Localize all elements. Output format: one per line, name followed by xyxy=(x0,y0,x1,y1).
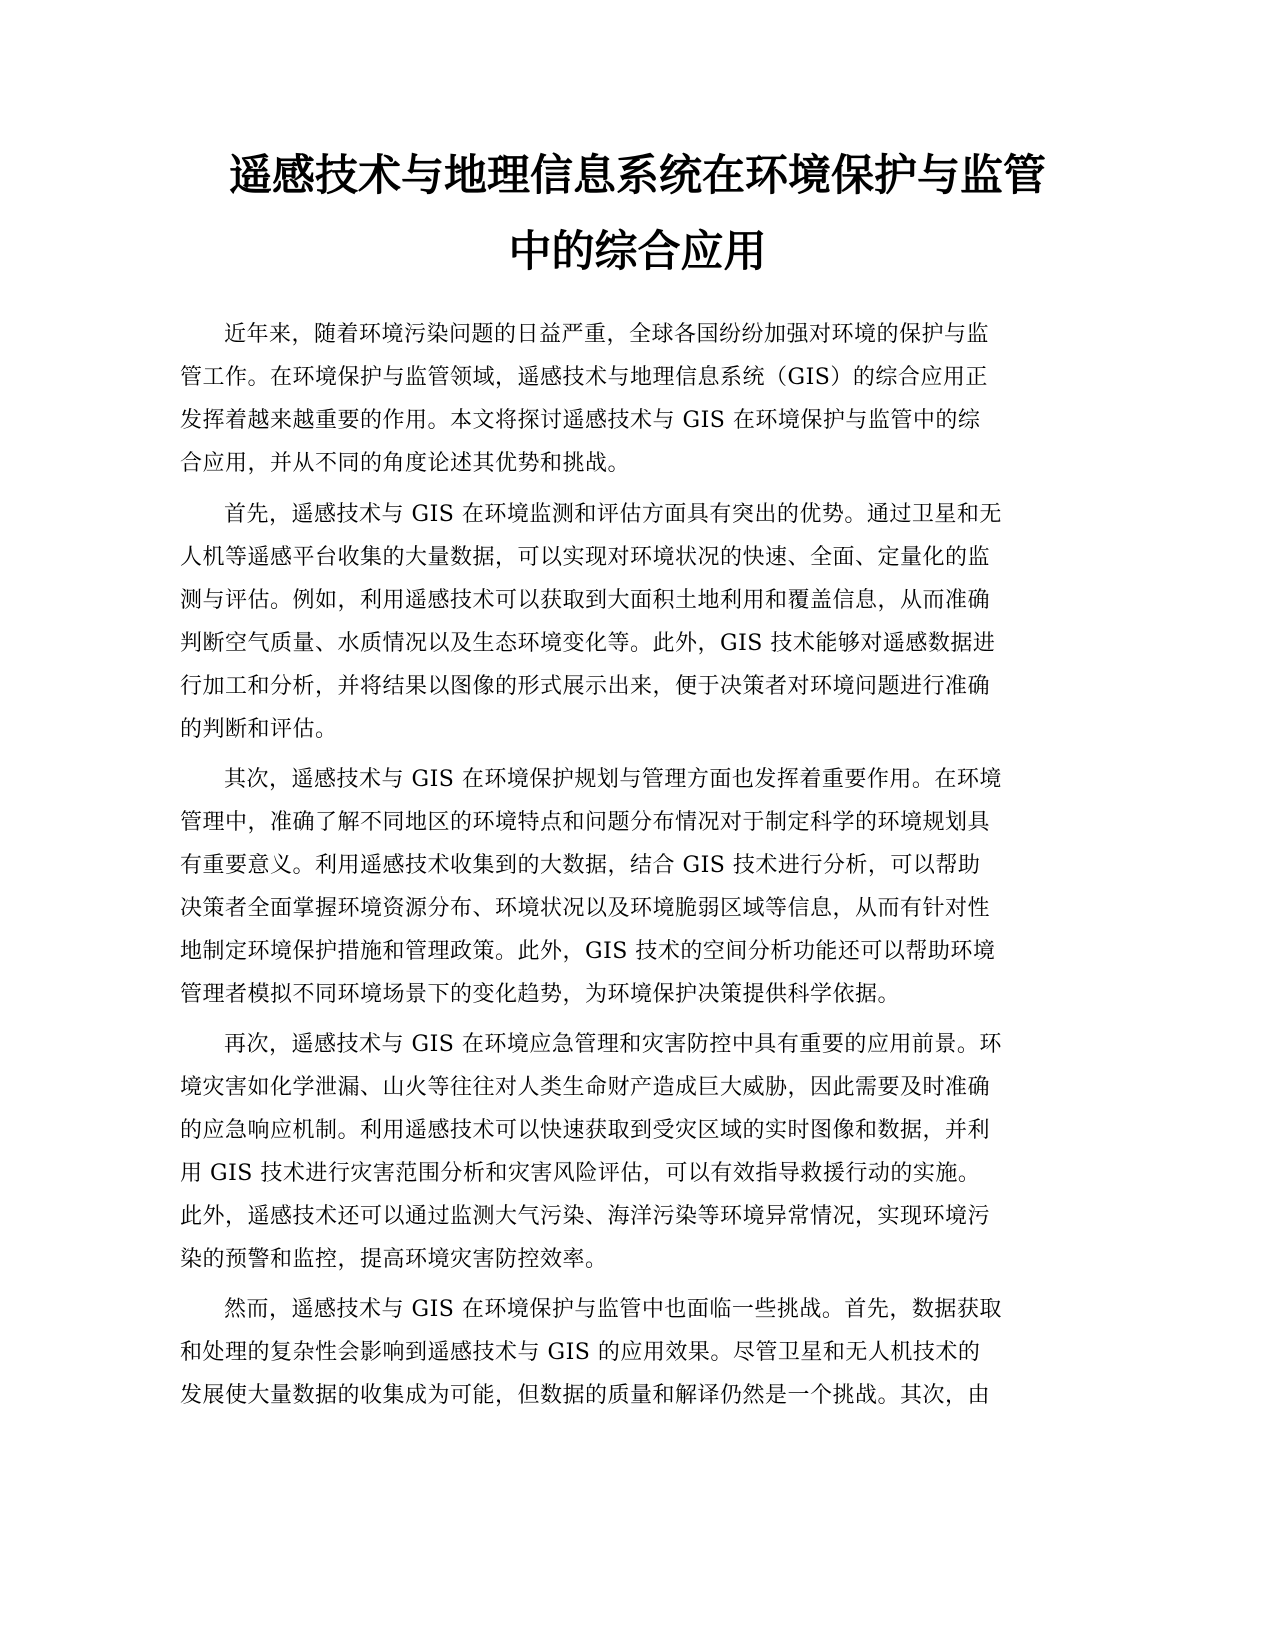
title-line: 遥感技术与地理信息系统在环境保护与监管 xyxy=(229,151,1046,201)
paragraph-line: 其次，遥感技术与 GIS 在环境保护规划与管理方面也发挥着重要作用。在环境 xyxy=(224,767,1002,792)
document-title xyxy=(180,138,1095,290)
paragraph-challenges xyxy=(180,1288,1080,1417)
paragraph-monitoring xyxy=(180,493,1080,751)
paragraph-line: 合应用，并从不同的角度论述其优势和挑战。 xyxy=(180,451,631,476)
paragraph-line: 境灾害如化学泄漏、山火等往往对人类生命财产造成巨大威胁，因此需要及时准确 xyxy=(180,1075,991,1100)
paragraph-line: 然而，遥感技术与 GIS 在环境保护与监管中也面临一些挑战。首先，数据获取 xyxy=(224,1297,1002,1322)
title-line: 中的综合应用 xyxy=(508,227,767,277)
paragraph-emergency xyxy=(180,1023,1080,1281)
paragraph-line: 决策者全面掌握环境资源分布、环境状况以及环境脆弱区域等信息，从而有针对性 xyxy=(180,896,991,921)
paragraph-line: 此外，遥感技术还可以通过监测大气污染、海洋污染等环境异常情况，实现环境污 xyxy=(180,1204,991,1229)
paragraph-line: 管工作。在环境保护与监管领域，遥感技术与地理信息系统（GIS）的综合应用正 xyxy=(180,365,988,390)
paragraph-line: 发展使大量数据的收集成为可能，但数据的质量和解译仍然是一个挑战。其次，由 xyxy=(180,1383,991,1408)
paragraph-line: 管理中，准确了解不同地区的环境特点和问题分布情况对于制定科学的环境规划具 xyxy=(180,810,991,835)
paragraph-line: 的判断和评估。 xyxy=(180,717,338,742)
paragraph-line: 再次，遥感技术与 GIS 在环境应急管理和灾害防控中具有重要的应用前景。环 xyxy=(224,1032,1002,1057)
paragraph-line: 发挥着越来越重要的作用。本文将探讨遥感技术与 GIS 在环境保护与监管中的综 xyxy=(180,408,981,433)
paragraph-line: 判断空气质量、水质情况以及生态环境变化等。此外，GIS 技术能够对遥感数据进 xyxy=(180,631,996,656)
paragraph-intro xyxy=(180,313,1080,485)
paragraph-line: 有重要意义。利用遥感技术收集到的大数据，结合 GIS 技术进行分析，可以帮助 xyxy=(180,853,981,878)
paragraph-line: 测与评估。例如，利用遥感技术可以获取到大面积土地利用和覆盖信息，从而准确 xyxy=(180,588,991,613)
paragraph-line: 用 GIS 技术进行灾害范围分析和灾害风险评估，可以有效指导救援行动的实施。 xyxy=(180,1161,981,1186)
paragraph-line: 行加工和分析，并将结果以图像的形式展示出来，便于决策者对环境问题进行准确 xyxy=(180,674,991,699)
paragraph-line: 人机等遥感平台收集的大量数据，可以实现对环境状况的快速、全面、定量化的监 xyxy=(180,545,991,570)
paragraph-line: 首先，遥感技术与 GIS 在环境监测和评估方面具有突出的优势。通过卫星和无 xyxy=(224,502,1002,527)
paragraph-line: 管理者模拟不同环境场景下的变化趋势，为环境保护决策提供科学依据。 xyxy=(180,982,901,1007)
paragraph-line: 的应急响应机制。利用遥感技术可以快速获取到受灾区域的实时图像和数据，并利 xyxy=(180,1118,991,1143)
paragraph-line: 染的预警和监控，提高环境灾害防控效率。 xyxy=(180,1247,608,1272)
paragraph-line: 和处理的复杂性会影响到遥感技术与 GIS 的应用效果。尽管卫星和无人机技术的 xyxy=(180,1340,981,1365)
paragraph-planning xyxy=(180,758,1080,1016)
paragraph-line: 近年来，随着环境污染问题的日益严重，全球各国纷纷加强对环境的保护与监 xyxy=(224,322,990,347)
paragraph-line: 地制定环境保护措施和管理政策。此外，GIS 技术的空间分析功能还可以帮助环境 xyxy=(180,939,996,964)
